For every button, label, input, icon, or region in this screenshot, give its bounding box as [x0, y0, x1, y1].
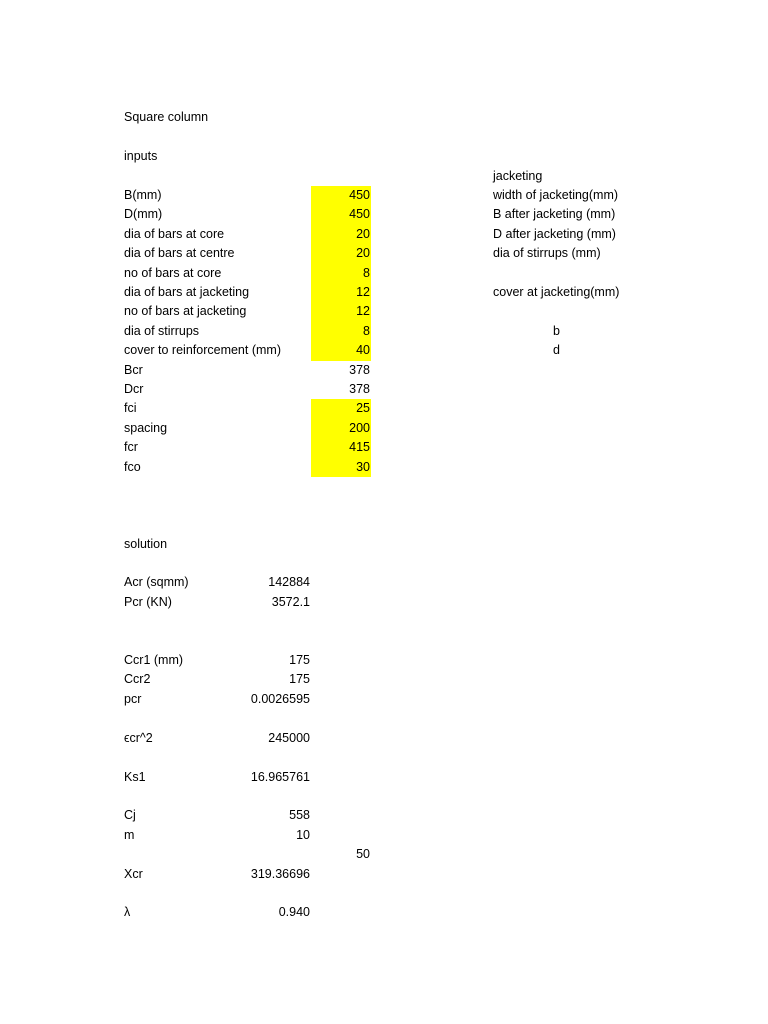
ccr1-label: Ccr1 (mm) — [124, 653, 184, 667]
solution-heading: solution — [124, 537, 168, 551]
input-cell-highlighted[interactable]: 40 — [311, 341, 371, 360]
ccr1-value: 175 — [289, 653, 310, 667]
input-label: fci — [124, 401, 137, 416]
input-cell-highlighted[interactable]: 12 — [311, 283, 371, 302]
input-label: dia of bars at jacketing — [124, 285, 250, 299]
input-label: Bcr — [124, 362, 143, 377]
xcr-label: Xcr — [124, 867, 143, 881]
cj-label: Cj — [124, 808, 136, 822]
cj-value: 558 — [289, 808, 310, 822]
ccr2-value: 175 — [289, 672, 310, 686]
input-cell-highlighted[interactable]: 200 — [311, 419, 371, 438]
computed-cell: 378 — [349, 382, 370, 396]
lambda-label: λ — [124, 905, 131, 919]
ks1-value: 16.965761 — [250, 770, 310, 784]
input-label: cover to reinforcement (mm) — [124, 343, 281, 358]
input-label: fco — [124, 459, 141, 474]
extra-value: 50 — [356, 847, 370, 861]
xcr-value: 319.36696 — [250, 867, 310, 881]
ks1-label: Ks1 — [124, 770, 146, 784]
d-label: d — [553, 343, 560, 357]
ecr2-label: ϵcr^2 — [124, 731, 153, 745]
input-label: Dcr — [124, 382, 144, 396]
input-label: dia of stirrups — [124, 323, 200, 338]
lambda-value: 0.940 — [278, 905, 310, 919]
input-cell-highlighted[interactable]: 450 — [311, 205, 371, 224]
ecr2-value: 245000 — [268, 731, 310, 745]
input-label: fcr — [124, 440, 138, 455]
input-cell-highlighted[interactable]: 12 — [311, 302, 371, 321]
rho-cr-label: pcr — [124, 692, 142, 706]
m-label: m — [124, 828, 135, 842]
input-cell-highlighted[interactable]: 20 — [311, 225, 371, 244]
input-label: B(mm) — [124, 188, 162, 202]
m-value: 10 — [296, 828, 310, 842]
jacketing-heading: jacketing — [493, 169, 543, 183]
ccr2-label: Ccr2 — [124, 672, 151, 686]
input-cell-highlighted[interactable]: 8 — [311, 264, 371, 283]
d-after-jacketing-label: D after jacketing (mm) — [493, 227, 616, 241]
computed-cell: 378 — [349, 362, 370, 377]
inputs-heading: inputs — [124, 149, 158, 163]
acr-value: 142884 — [268, 575, 310, 589]
input-label: no of bars at jacketing — [124, 304, 247, 319]
input-cell-highlighted[interactable]: 415 — [311, 438, 371, 457]
pcr-value: 3572.1 — [271, 595, 310, 609]
acr-label: Acr (sqmm) — [124, 575, 189, 589]
rho-cr-value: 0.0026595 — [250, 692, 310, 706]
jacketing-stirrup-dia-label: dia of stirrups (mm) — [493, 246, 601, 260]
input-cell-highlighted[interactable]: 20 — [311, 244, 371, 263]
jacketing-cover-label: cover at jacketing(mm) — [493, 285, 620, 299]
sheet-title: Square column — [124, 110, 209, 124]
input-label: spacing — [124, 420, 168, 435]
pcr-label: Pcr (KN) — [124, 595, 172, 609]
input-cell-highlighted[interactable]: 25 — [311, 399, 371, 418]
input-label: dia of bars at centre — [124, 246, 235, 261]
b-after-jacketing-label: B after jacketing (mm) — [493, 207, 616, 221]
input-cell-highlighted[interactable]: 450 — [311, 186, 371, 205]
input-label: D(mm) — [124, 207, 163, 222]
input-label: dia of bars at core — [124, 226, 225, 241]
input-cell-highlighted[interactable]: 8 — [311, 322, 371, 341]
input-label: no of bars at core — [124, 265, 222, 280]
jacketing-width-label: width of jacketing(mm) — [493, 188, 619, 202]
input-cell-highlighted[interactable]: 30 — [311, 458, 371, 477]
b-label: b — [553, 324, 560, 338]
